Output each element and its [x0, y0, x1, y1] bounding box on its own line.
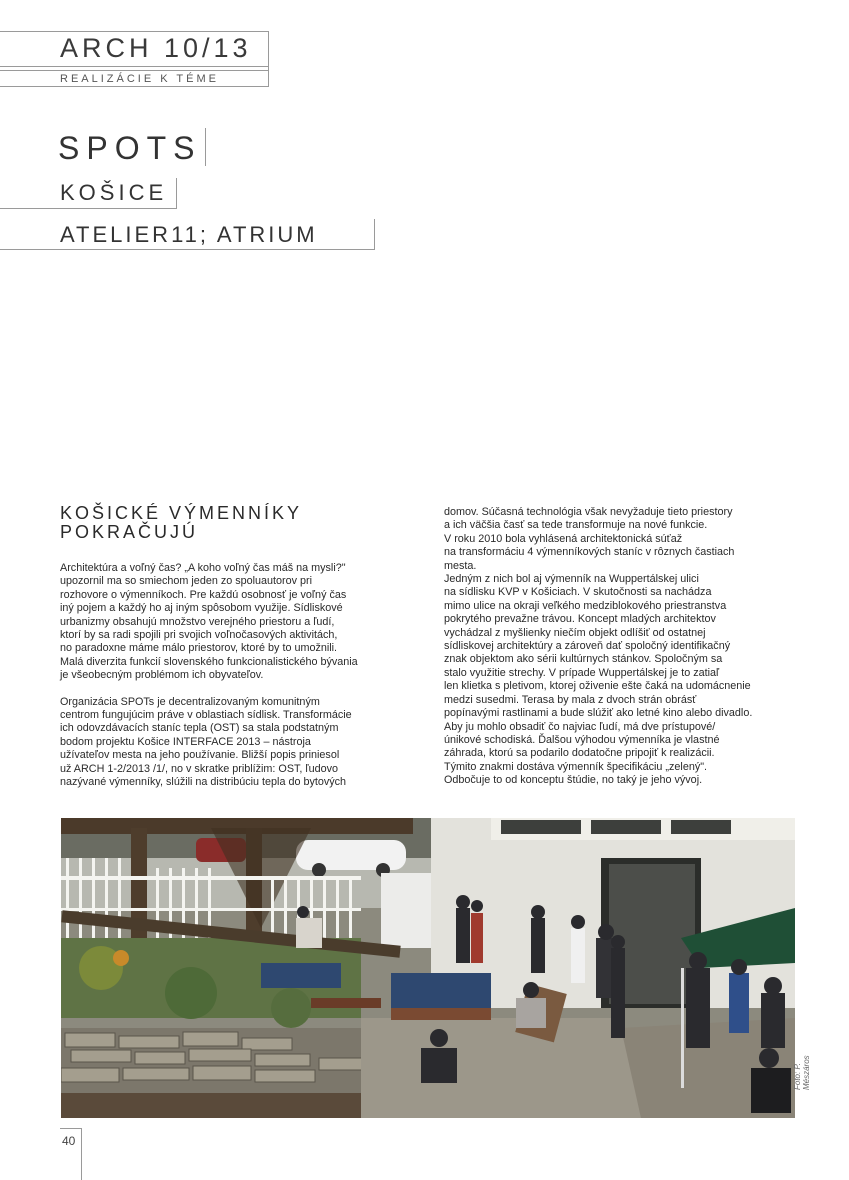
text-line: pokrytého prevažne trávou. Koncept mladých architektov [444, 613, 716, 626]
text-line: rozhovore o výmenníkoch. Pre každú osobnosť je voľný čas [60, 588, 347, 601]
header-rule-bottom [0, 86, 269, 87]
project-title: SPOTS [58, 130, 202, 166]
project-city: KOŠICE [60, 180, 168, 205]
text-line: urbanizmy obsahujú množstvo verejného priestoru a ľudí, [60, 615, 335, 628]
text-line: Architektúra a voľný čas? „A koho voľný čas máš na mysli?" [60, 562, 346, 574]
header-rule-right [268, 31, 269, 87]
photo-credit: Foto: P. Mészáros [793, 1055, 811, 1090]
article-photo [61, 818, 795, 1118]
text-line: V roku 2010 bola vyhlásená architektonická súťaž [444, 532, 683, 545]
heading-line-1: KOŠICKÉ VÝMENNÍKY [60, 503, 303, 523]
text-line: nazývané výmenníky, slúžili na distribúciu tepla do bytových [60, 776, 347, 789]
text-line: Týmito znakmi dostáva výmenník špecifikáciu „zelený". [444, 760, 708, 773]
text-line: centrom fungujúcim práve v oblastiach sídlisk. Transformácie [60, 709, 352, 722]
text-line: bodom projektu Košice INTERFACE 2013 – nástroja [60, 735, 311, 748]
text-line: ich odovzdávacích staníc tepla (OST) sa stala podstatným [60, 722, 339, 735]
title-rule-right [205, 128, 206, 166]
footer-rule [60, 1128, 82, 1129]
text-line: ktorí by sa radi spojili pri svojich voľnočasových aktivitách, [60, 629, 338, 642]
page-number: 40 [62, 1134, 76, 1148]
text-line: upozornil ma so smiechom jeden zo spoluautorov pri [60, 575, 313, 588]
magazine-issue: ARCH 10/13 [60, 33, 252, 63]
text-line: a ich väčšia časť sa tede transformuje na nové funkcie. [444, 519, 708, 532]
text-line: mesta. [444, 559, 477, 572]
text-line: Organizácia SPOTs je decentralizovaným komunitným [60, 695, 320, 708]
text-line: je všeobecným problémom ich obyvateľov. [60, 669, 264, 682]
section-label: REALIZÁCIE K TÉME [60, 73, 219, 85]
header-rule-top [0, 31, 269, 32]
text-line: sídliskovej architektúry a zároveň dať spoločný identifikačný [444, 640, 731, 653]
authors-rule-bottom [0, 249, 375, 250]
text-line: len klietka s pletivom, ktorej oživenie ešte čaká na udomácnenie [444, 680, 751, 693]
text-line: Aby ju mohlo obsadiť čo najviac ľudí, má dve prístupové/ [444, 720, 716, 733]
article-column-1 [60, 562, 405, 790]
text-line: Jedným z nich bol aj výmenník na Wuppertálskej ulici [444, 573, 699, 586]
text-line: užívateľov mesta na jeho používanie. Bližší popis priniesol [60, 749, 340, 762]
text-line: záhrada, ktorú sa podarilo dodatočne pripojiť k realizácii. [444, 747, 715, 760]
text-line: domov. Súčasná technológia však nevyžaduje tieto priestory [444, 506, 733, 518]
text-line: vychádzal z myšlienky niečím objekt odlíšiť od ostatnej [444, 626, 706, 639]
text-line: znak objektom ako sérii kultúrnych stánkov. Spoločným sa [444, 653, 723, 666]
text-line: medzi susedmi. Terasa by mala z dvoch strán obrásť [444, 693, 697, 706]
text-line: no paradoxne máme málo priestorov, ktoré by to umožnili. [60, 642, 338, 655]
authors-rule-right [374, 219, 375, 249]
text-line: na transformáciu 4 výmenníkových staníc v rôznych častiach [444, 546, 735, 559]
header-rule-mid2 [0, 70, 269, 71]
city-rule-bottom [0, 208, 177, 209]
text-line: popínavými rastlinami a bude slúžiť ako letné kino alebo divadlo. [444, 707, 753, 720]
heading-line-2: POKRAČUJÚ [60, 522, 199, 542]
text-line: stalo využitie strechy. V prípade Wuppertálskej je to zatiaľ [444, 666, 720, 679]
city-rule-right [176, 178, 177, 208]
text-line: únikové schodiská. Ďalšou výhodou výmenníka je vlastné [444, 733, 720, 746]
project-authors: ATELIER11; ATRIUM [60, 222, 318, 247]
footer-vertical-rule [81, 1128, 82, 1180]
text-line: už ARCH 1-2/2013 /1/, no v skratke priblížim: OST, ľudovo [60, 762, 338, 775]
text-line: Odbočuje to od konceptu štúdie, no taký je jeho vývoj. [444, 774, 703, 787]
text-line: iný pojem a každý ho aj iným spôsobom využije. Sídliskové [60, 602, 343, 615]
text-line: mimo ulice na okraji veľkého medziblokového priestranstva [444, 599, 727, 612]
header-rule-mid [0, 66, 269, 67]
text-line: Malá diverzita funkcií slovenského funkcionalistického bývania [60, 655, 358, 668]
article-heading [60, 504, 302, 542]
article-column-2 [444, 506, 796, 788]
text-line: na sídlisku KVP v Košiciach. V skutočnosti sa nachádza [444, 586, 712, 599]
